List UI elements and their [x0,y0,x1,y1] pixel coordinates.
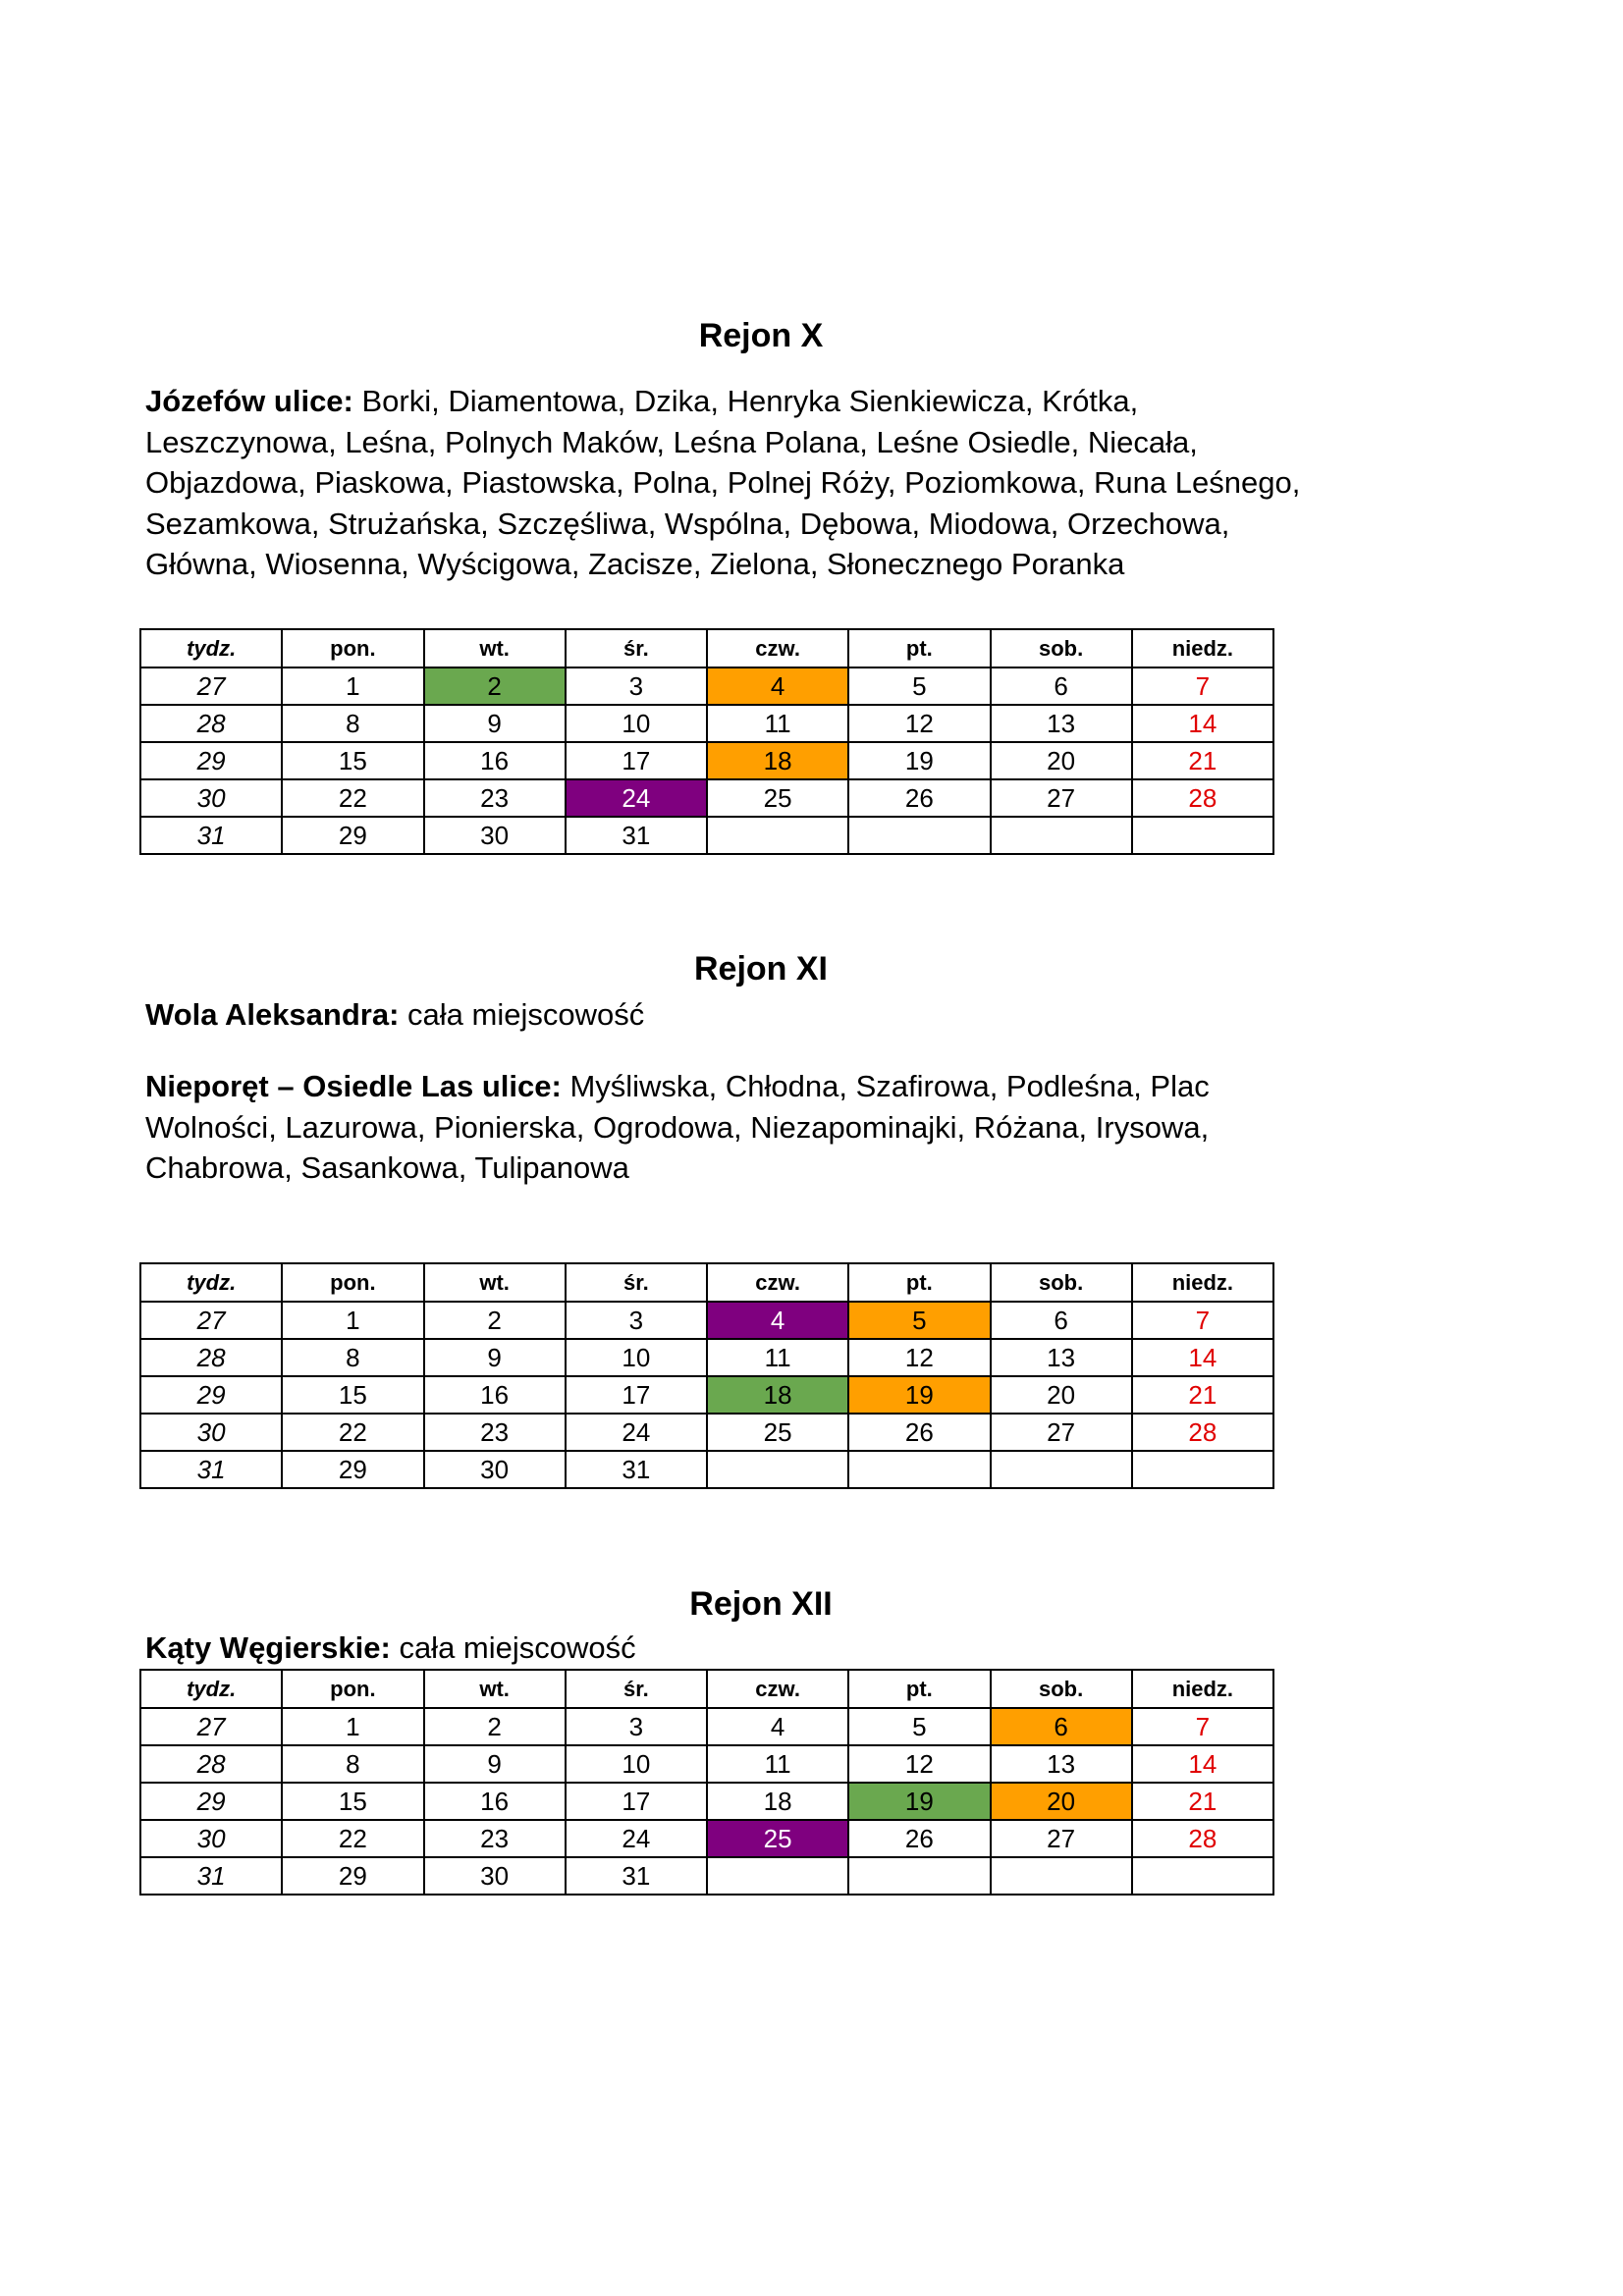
day-column-header: sob. [991,629,1132,667]
day-cell: 31 [566,1451,707,1488]
day-cell: 27 [991,779,1132,817]
day-cell: 19 [848,742,990,779]
week-number-cell: 30 [140,779,282,817]
day-cell: 8 [282,1745,423,1783]
schedule-table [139,628,1274,855]
day-column-header: śr. [566,629,707,667]
street-list [145,1066,1324,1189]
day-cell: 25 [707,1414,848,1451]
day-cell: 16 [424,1376,566,1414]
day-cell: 9 [424,705,566,742]
day-cell: 15 [282,1783,423,1820]
day-cell: 20 [991,1376,1132,1414]
day-cell: 27 [991,1414,1132,1451]
day-cell: 23 [424,779,566,817]
day-cell: 11 [707,1339,848,1376]
day-cell: 12 [848,1745,990,1783]
street-list [145,381,1324,585]
week-number-cell: 27 [140,1302,282,1339]
week-number-cell: 27 [140,1708,282,1745]
day-cell: 7 [1132,1708,1273,1745]
day-column-header: śr. [566,1670,707,1708]
day-column-header: czw. [707,629,848,667]
day-cell: 30 [424,1857,566,1895]
day-cell: 22 [282,1414,423,1451]
day-cell: 17 [566,742,707,779]
day-column-header: sob. [991,1670,1132,1708]
day-cell: 27 [991,1820,1132,1857]
day-cell [707,1857,848,1895]
day-cell: 13 [991,705,1132,742]
day-cell [707,817,848,854]
day-cell: 26 [848,1820,990,1857]
week-column-header: tydz. [140,1263,282,1302]
day-cell: 8 [282,705,423,742]
day-cell: 7 [1132,1302,1273,1339]
day-cell [991,1451,1132,1488]
day-cell: 13 [991,1745,1132,1783]
day-cell [991,1857,1132,1895]
region-title: Rejon XII [689,1585,833,1623]
table-row [140,1820,1273,1857]
day-cell [1132,1451,1273,1488]
week-number-cell: 28 [140,705,282,742]
day-cell: 17 [566,1783,707,1820]
day-cell: 5 [848,667,990,705]
week-column-header: tydz. [140,629,282,667]
week-number-cell: 31 [140,1857,282,1895]
collection-day-orange: 19 [848,1376,990,1414]
locality-line [145,1628,1324,1669]
table-row [140,817,1273,854]
day-cell [707,1451,848,1488]
day-column-header: pon. [282,1263,423,1302]
day-cell: 1 [282,667,423,705]
day-cell: 1 [282,1302,423,1339]
day-cell: 4 [707,1708,848,1745]
collection-day-purple: 4 [707,1302,848,1339]
day-cell: 31 [566,817,707,854]
collection-day-orange: 5 [848,1302,990,1339]
table-row [140,1339,1273,1376]
day-column-header: wt. [424,629,566,667]
day-column-header: pt. [848,1670,990,1708]
locality-label: Wola Aleksandra: [145,997,400,1032]
day-cell: 2 [424,1302,566,1339]
collection-day-orange: 18 [707,742,848,779]
day-cell: 28 [1132,1414,1273,1451]
day-column-header: pt. [848,1263,990,1302]
day-cell: 3 [566,1708,707,1745]
day-cell: 6 [991,1302,1132,1339]
day-cell: 10 [566,1745,707,1783]
table-row [140,742,1273,779]
day-cell: 21 [1132,742,1273,779]
day-cell: 29 [282,1451,423,1488]
day-column-header: sob. [991,1263,1132,1302]
day-cell: 3 [566,1302,707,1339]
collection-day-orange: 4 [707,667,848,705]
table-row [140,1783,1273,1820]
day-cell: 21 [1132,1783,1273,1820]
schedule-table [139,1669,1274,1896]
day-cell: 15 [282,1376,423,1414]
day-cell: 25 [707,779,848,817]
day-column-header: czw. [707,1263,848,1302]
day-cell: 16 [424,1783,566,1820]
table-row [140,1745,1273,1783]
day-cell: 7 [1132,667,1273,705]
locality-label: Nieporęt – Osiedle Las ulice: [145,1069,562,1103]
day-cell: 12 [848,1339,990,1376]
day-cell: 23 [424,1414,566,1451]
collection-day-green: 19 [848,1783,990,1820]
day-cell: 14 [1132,1745,1273,1783]
day-cell: 16 [424,742,566,779]
table-row [140,1451,1273,1488]
day-cell: 22 [282,1820,423,1857]
collection-day-purple: 25 [707,1820,848,1857]
day-cell: 23 [424,1820,566,1857]
day-column-header: śr. [566,1263,707,1302]
day-column-header: niedz. [1132,1670,1273,1708]
day-cell: 28 [1132,779,1273,817]
day-cell: 2 [424,1708,566,1745]
week-number-cell: 28 [140,1745,282,1783]
day-column-header: niedz. [1132,629,1273,667]
collection-day-green: 18 [707,1376,848,1414]
day-column-header: pon. [282,1670,423,1708]
day-cell: 14 [1132,705,1273,742]
table-header-row [140,1670,1273,1708]
week-number-cell: 30 [140,1820,282,1857]
day-cell: 30 [424,817,566,854]
day-cell [848,1857,990,1895]
region-title: Rejon XI [693,950,829,988]
day-cell: 20 [991,742,1132,779]
locality-label: Józefów ulice: [145,384,353,418]
collection-day-green: 2 [424,667,566,705]
day-column-header: pon. [282,629,423,667]
day-cell [1132,817,1273,854]
week-number-cell: 30 [140,1414,282,1451]
day-cell [848,1451,990,1488]
table-row [140,1302,1273,1339]
schedule-table [139,1262,1274,1489]
day-cell: 31 [566,1857,707,1895]
day-cell: 12 [848,705,990,742]
day-cell: 26 [848,1414,990,1451]
table-header-row [140,629,1273,667]
table-row [140,1414,1273,1451]
day-cell: 26 [848,779,990,817]
table-row [140,779,1273,817]
locality-line [145,994,1324,1036]
collection-day-orange: 20 [991,1783,1132,1820]
day-cell: 24 [566,1820,707,1857]
week-number-cell: 27 [140,667,282,705]
week-number-cell: 29 [140,1783,282,1820]
locality-note: cała miejscowość [399,997,645,1032]
day-cell: 18 [707,1783,848,1820]
day-column-header: wt. [424,1670,566,1708]
table-header-row [140,1263,1273,1302]
day-cell: 24 [566,1414,707,1451]
locality-label: Kąty Węgierskie: [145,1630,391,1665]
week-number-cell: 28 [140,1339,282,1376]
day-cell: 15 [282,742,423,779]
day-cell: 17 [566,1376,707,1414]
week-number-cell: 31 [140,817,282,854]
day-cell: 5 [848,1708,990,1745]
street-names: Borki, Diamentowa, Dzika, Henryka Sienkiewicza, Krótka, Leszczynowa, Leśna, Polnych Maków, Leśna Polana, Leśne Osiedle, Niecała, Objazdowa, Piaskowa, Piastowska, Polna, Polnej Róży, Poziomkowa, Runa Leśnego, Sezamkowa, Strużańska, Szczęśliwa, Wspólna, Dębowa, Miodowa, Orzechowa, Główna, Wiosenna, Wyścigowa, Zacisze, Zielona, Słonecznego Poranka [145,384,1301,581]
day-cell: 21 [1132,1376,1273,1414]
day-cell: 10 [566,705,707,742]
table-row [140,1857,1273,1895]
day-column-header: czw. [707,1670,848,1708]
day-column-header: niedz. [1132,1263,1273,1302]
day-cell: 1 [282,1708,423,1745]
day-cell: 13 [991,1339,1132,1376]
locality-note: cała miejscowość [390,1630,636,1665]
day-cell: 22 [282,779,423,817]
day-cell: 28 [1132,1820,1273,1857]
week-column-header: tydz. [140,1670,282,1708]
day-cell: 29 [282,817,423,854]
day-cell [1132,1857,1273,1895]
day-cell: 11 [707,705,848,742]
day-cell: 30 [424,1451,566,1488]
day-cell: 3 [566,667,707,705]
region-title: Rejon X [698,317,824,354]
collection-day-orange: 6 [991,1708,1132,1745]
day-cell: 10 [566,1339,707,1376]
week-number-cell: 29 [140,1376,282,1414]
day-cell: 6 [991,667,1132,705]
day-column-header: wt. [424,1263,566,1302]
day-column-header: pt. [848,629,990,667]
week-number-cell: 31 [140,1451,282,1488]
table-row [140,667,1273,705]
collection-day-purple: 24 [566,779,707,817]
day-cell: 11 [707,1745,848,1783]
table-row [140,1376,1273,1414]
day-cell: 8 [282,1339,423,1376]
day-cell: 29 [282,1857,423,1895]
day-cell: 14 [1132,1339,1273,1376]
day-cell [848,817,990,854]
day-cell: 9 [424,1745,566,1783]
table-row [140,1708,1273,1745]
table-row [140,705,1273,742]
day-cell: 9 [424,1339,566,1376]
street-names: Myśliwska, Chłodna, Szafirowa, Podleśna, Plac Wolności, Lazurowa, Pionierska, Ogrodowa, Niezapominajki, Różana, Irysowa, Chabrowa, Sasankowa, Tulipanowa [145,1069,1210,1185]
week-number-cell: 29 [140,742,282,779]
day-cell [991,817,1132,854]
